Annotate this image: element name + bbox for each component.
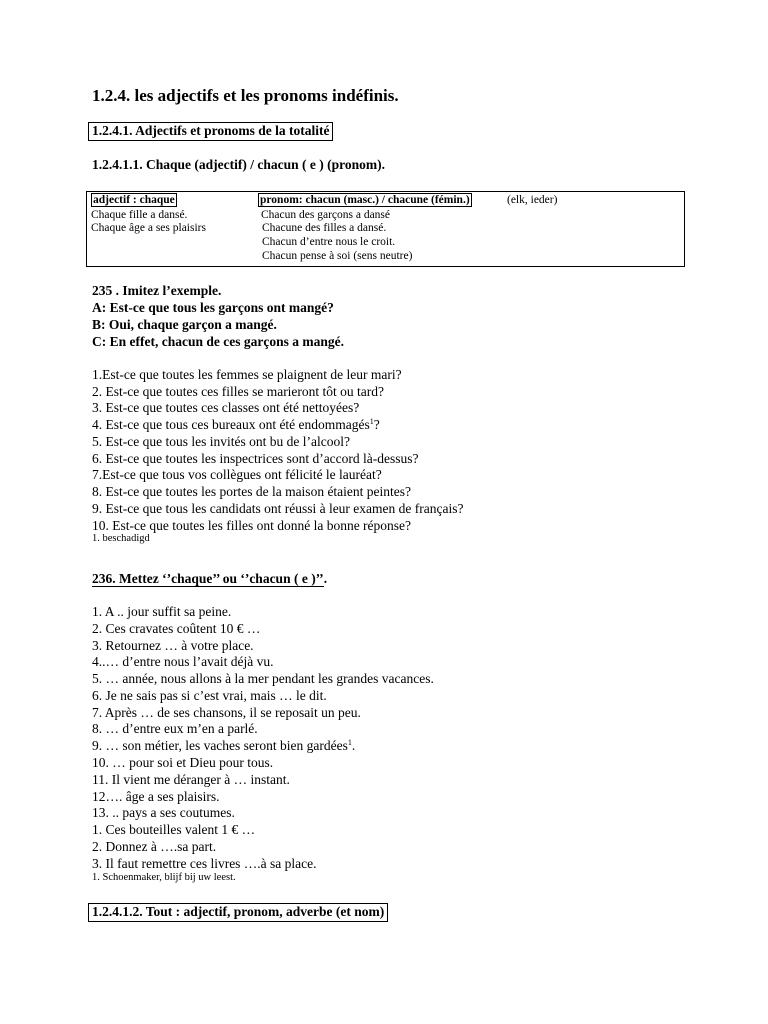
exercise-item: 2. Donnez à ….sa part. <box>92 839 217 854</box>
exercise-235-title: 235 . Imitez l’exemple. <box>92 283 222 298</box>
exercise-236-title: 236. Mettez ‘’chaque’’ ou ‘’chacun ( e )’’. <box>92 571 328 586</box>
exercise-item: 11. Il vient me déranger à … instant. <box>92 772 290 787</box>
exercise-item: 7.Est-ce que tous vos collègues ont félicité le lauréat? <box>92 467 382 482</box>
exercise-item: 10. … pour soi et Dieu pour tous. <box>92 755 274 770</box>
exercise-item: 2. Ces cravates coûtent 10 € … <box>92 621 261 636</box>
table-right-note: (elk, ieder) <box>507 194 558 206</box>
exercise-item: 7. Après … de ses chansons, il se reposait un peu. <box>92 705 361 720</box>
exercise-item: 6. Est-ce que toutes les inspectrices sont d’accord là-dessus? <box>92 451 419 466</box>
exercise-item: 8. Est-ce que toutes les portes de la maison étaient peintes? <box>92 484 412 499</box>
exercise-item: 3. Retournez … à votre place. <box>92 638 254 653</box>
grammar-table <box>86 191 685 267</box>
exercise-item: 3. Il faut remettre ces livres ….à sa place. <box>92 856 317 871</box>
footnote-marker: 1 <box>369 417 374 426</box>
footnote-marker: 1 <box>347 738 352 747</box>
table-left-row: Chaque fille a dansé. <box>91 209 188 221</box>
exercise-item: 9. Est-ce que tous les candidats ont réussi à leur examen de français? <box>92 501 464 516</box>
exercise-item: 2. Est-ce que toutes ces filles se marieront tôt ou tard? <box>92 384 385 399</box>
section-heading-tout: 1.2.4.1.2. Tout : adjectif, pronom, adverbe (et nom) <box>88 903 388 922</box>
exercise-item: 9. … son métier, les vaches seront bien gardées$^1$. <box>92 738 356 753</box>
section-heading-totalite: 1.2.4.1. Adjectifs et pronoms de la totalité <box>88 122 333 141</box>
exercise-item: 1.Est-ce que toutes les femmes se plaignent de leur mari? <box>92 367 402 382</box>
exercise-item: 4. Est-ce que tous ces bureaux ont été endommagés$^1$? <box>92 417 380 432</box>
table-left-header: adjectif : chaque <box>93 194 175 206</box>
table-right-header: pronom: chacun (masc.) / chacune (fémin.) <box>260 194 470 206</box>
example-line: C: En effet, chacun de ces garçons a mangé. <box>92 334 344 349</box>
exercise-item: 3. Est-ce que toutes ces classes ont été nettoyées? <box>92 400 360 415</box>
exercise-item: 5. Est-ce que tous les invités ont bu de l’alcool? <box>92 434 350 449</box>
exercise-item: 1. A .. jour suffit sa peine. <box>92 604 232 619</box>
example-line: B: Oui, chaque garçon a mangé. <box>92 317 277 332</box>
example-line: A: Est-ce que tous les garçons ont mangé? <box>92 300 334 315</box>
exercise-item: 1. Ces bouteilles valent 1 € … <box>92 822 256 837</box>
table-left-row: Chaque âge a ses plaisirs <box>91 222 206 234</box>
exercise-item: 4..… d’entre nous l’avait déjà vu. <box>92 654 274 669</box>
exercise-item: 5. … année, nous allons à la mer pendant les grandes vacances. <box>92 671 434 686</box>
footnote: 1. beschadigd <box>92 533 150 544</box>
exercise-item: 8. … d’entre eux m’en a parlé. <box>92 721 258 736</box>
exercise-item: 12…. âge a ses plaisirs. <box>92 789 220 804</box>
exercise-item: 6. Je ne sais pas si c’est vrai, mais … le dit. <box>92 688 327 703</box>
page-title: 1.2.4. les adjectifs et les pronoms indéfinis. <box>92 86 399 105</box>
footnote: 1. Schoenmaker, blijf bij uw leest. <box>92 872 236 883</box>
subsection-heading-chaque: 1.2.4.1.1. Chaque (adjectif) / chacun ( e ) (pronom). <box>92 157 385 172</box>
exercise-item: 10. Est-ce que toutes les filles ont donné la bonne réponse? <box>92 518 412 533</box>
table-right-row: Chacun des garçons a dansé <box>261 209 391 221</box>
table-right-row: Chacun pense à soi (sens neutre) <box>262 250 413 262</box>
exercise-item: 13. .. pays a ses coutumes. <box>92 805 235 820</box>
table-right-row: Chacune des filles a dansé. <box>262 222 387 234</box>
table-right-row: Chacun d’entre nous le croit. <box>262 236 396 248</box>
